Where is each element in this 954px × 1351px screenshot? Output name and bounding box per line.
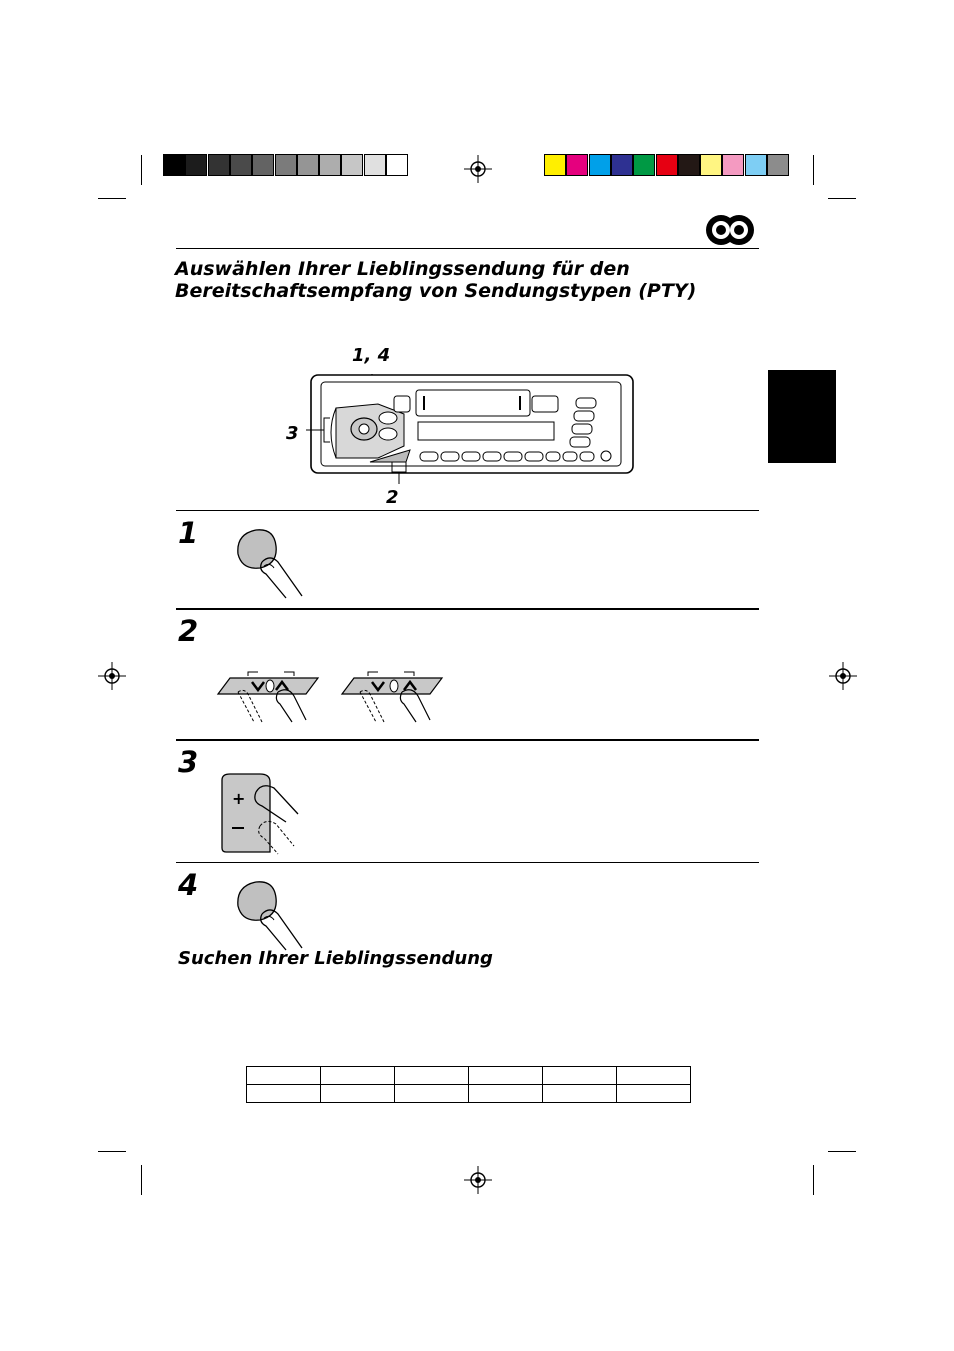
table-cell [247, 1067, 321, 1085]
crop-mark [141, 155, 142, 185]
language-tab [768, 370, 836, 463]
dual-ring-logo-icon [703, 213, 757, 247]
color-swatch [722, 154, 744, 176]
grayscale-swatch [185, 154, 207, 176]
registration-mark-icon [464, 1166, 492, 1194]
grayscale-swatch [297, 154, 319, 176]
up-down-button-press-icon [338, 664, 444, 724]
table-cell [247, 1085, 321, 1103]
table-cell [617, 1085, 691, 1103]
color-swatch [656, 154, 678, 176]
crop-mark [828, 198, 856, 199]
grayscale-swatch [252, 154, 274, 176]
color-swatch [566, 154, 588, 176]
svg-text:+: + [232, 789, 246, 808]
finger-press-button-icon [232, 876, 308, 952]
step-number-3: 3 [178, 745, 199, 779]
crop-mark [813, 155, 814, 185]
table-cell [543, 1085, 617, 1103]
table-cell [469, 1085, 543, 1103]
up-down-button-press-icon [214, 664, 320, 724]
step-number-2: 2 [178, 614, 199, 648]
callout-buttons-1-4: 1, 4 [352, 345, 391, 366]
crop-mark [98, 1151, 126, 1152]
table-cell [395, 1085, 469, 1103]
pty-code-table [246, 1066, 691, 1103]
page-title-line-2: Bereitschaftsempfang von Sendungstypen (PTY) [175, 280, 697, 302]
step-number-4: 4 [178, 868, 199, 902]
table-cell [395, 1067, 469, 1085]
grayscale-swatch [319, 154, 341, 176]
crop-mark [141, 1165, 142, 1195]
grayscale-swatch [208, 154, 230, 176]
crop-mark [98, 198, 126, 199]
crop-mark [828, 1151, 856, 1152]
registration-mark-icon [98, 662, 126, 690]
table-cell [617, 1067, 691, 1085]
step-divider [176, 510, 759, 511]
color-swatch [700, 154, 722, 176]
step-divider [176, 739, 759, 741]
registration-mark-icon [464, 155, 492, 183]
color-swatch [745, 154, 767, 176]
table-row [247, 1067, 691, 1085]
callout-button-3: 3 [286, 423, 299, 444]
grayscale-swatch [163, 154, 185, 176]
grayscale-swatch [364, 154, 386, 176]
color-swatch [544, 154, 566, 176]
color-swatch [589, 154, 611, 176]
grayscale-swatch [275, 154, 297, 176]
color-swatch [678, 154, 700, 176]
grayscale-swatch [386, 154, 408, 176]
section-subheading: Suchen Ihrer Lieblingssendung [178, 948, 493, 969]
crop-mark [813, 1165, 814, 1195]
table-row [247, 1085, 691, 1103]
car-radio-faceplate-illustration [306, 362, 638, 488]
step-divider [176, 862, 759, 863]
page-title [175, 258, 696, 302]
step-divider [176, 608, 759, 610]
table-cell [543, 1067, 617, 1085]
finger-press-button-icon [232, 524, 308, 600]
color-swatch [767, 154, 789, 176]
plus-minus-control-press-icon [216, 770, 300, 856]
step-number-1: 1 [178, 516, 199, 550]
color-swatch [611, 154, 633, 176]
registration-mark-icon [829, 662, 857, 690]
table-cell [321, 1067, 395, 1085]
header-rule [176, 248, 759, 249]
grayscale-swatch [341, 154, 363, 176]
color-swatch [633, 154, 655, 176]
page-title-line-1: Auswählen Ihrer Lieblingssendung für den [175, 258, 630, 280]
table-cell [321, 1085, 395, 1103]
table-cell [469, 1067, 543, 1085]
grayscale-swatch [230, 154, 252, 176]
callout-button-2: 2 [386, 487, 399, 508]
